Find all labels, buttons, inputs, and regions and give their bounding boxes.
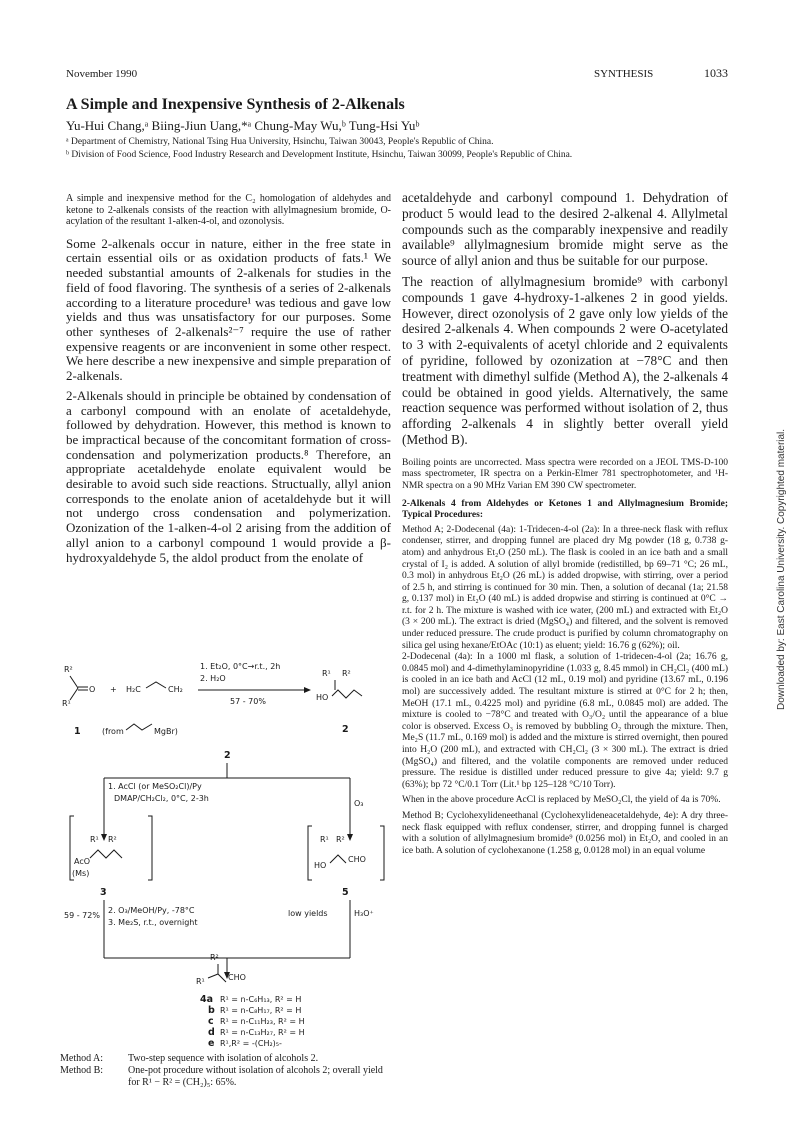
product-substituent: R¹ = n-C₁₃H₂₇, R² = H: [220, 1028, 305, 1037]
yield-step1: 57 - 70%: [230, 697, 266, 706]
mgbr-label: MgBr): [154, 727, 178, 736]
method-b-label: Method B:: [60, 1065, 104, 1076]
from-label: (from: [102, 727, 124, 736]
svg-text:1: 1: [74, 726, 81, 737]
svg-text:R²: R²: [64, 665, 73, 674]
svg-text:3: 3: [100, 887, 107, 898]
page-number: 1033: [704, 66, 728, 80]
svg-text:R¹: R¹: [196, 977, 205, 986]
svg-text:R¹: R¹: [62, 699, 71, 708]
method-a-label: Method A:: [60, 1053, 104, 1064]
svg-text:+: +: [110, 685, 117, 694]
svg-text:R²: R²: [342, 669, 351, 678]
svg-text:R²: R²: [336, 835, 345, 844]
left-column-text: [66, 193, 391, 565]
svg-text:R¹: R¹: [90, 835, 99, 844]
intro-paragraph-2: 2-Alkenals should in principle be obtained by condensation of a carbonyl compound with an enolate of acetaldehyde, followed by dehydration. However, this method is known to be impractical because of the concomitant formation of cross-condensation and polymerization products.⁸ Therefore, an appropriate acetaldehyde enolate equivalent would be desirable to avoid such side reactions. Structually, allyl anion corresponds to the enolate anion of acetaldehyde but it will not undergo cross condensation and polymerization. Ozonization of the 1-alken-4-ol 2 arising from the addition of allyl anion to a carbonyl compound 1 would provide a β-hydroxyaldehyde 5, the aldol product from the enolate of: [66, 387, 391, 565]
author-list: Yu-Hui Chang,ᵃ Biing-Jiun Uang,*ᵃ Chung-May Wu,ᵇ Tung-Hsi Yuᵇ: [66, 118, 420, 133]
svg-text:2: 2: [224, 750, 231, 761]
article-title: A Simple and Inexpensive Synthesis of 2-Alkenals: [66, 96, 405, 113]
scheme-method-notes: [60, 1053, 390, 1089]
download-notice-text: Downloaded by: East Carolina University. Copyrighted material.: [776, 428, 787, 710]
svg-text:HO: HO: [314, 861, 327, 870]
low-yields-label: low yields: [288, 909, 328, 918]
svg-text:R¹: R¹: [322, 669, 331, 678]
svg-text:CH₂: CH₂: [168, 685, 183, 694]
svg-text:R²: R²: [210, 953, 219, 962]
product-id: 4a: [200, 994, 214, 1005]
experimental-method-b: Method B; Cyclohexylideneethanal (Cyclohexylideneacetaldehyde, 4e): A dry three-neck flask equipped with reflux condenser, stirrer, and dropping funnel is charged with a solution of allylmagnesium bromide⁹ (0.0256 mol) in Et₂O, and cooled in an ice bath. A solution of cyclohexanone (1.258 g, 0.0128 mol) in an equal volume: [402, 810, 728, 856]
svg-text:R²: R²: [108, 835, 117, 844]
method-b-text: One-pot procedure without isolation of alcohols 2; overall yield for R¹ − R² = (CH₂)₅: 65%.: [128, 1065, 383, 1088]
intro-paragraph-1: Some 2-alkenals occur in nature, either in the free state in certain essential oils or as oxidation products of fats.¹ We needed substantial amounts of 2-alkenals for studies in the field of food flavoring. The synthesis of a series of 2-alkenals according to a literature procedure¹ was tedious and gave low yields and thus was unsatisfactory for our purposes. Some other syntheses of 2-alkenals²⁻⁷ require the use of rather expensive reagents or are inconvenient in some other respect. We here describe a new inexpensive and simple preparation of 2-alkenals.: [66, 235, 391, 384]
svg-text:CHO: CHO: [348, 855, 366, 864]
svg-text:O: O: [89, 685, 96, 694]
reaction-scheme: [60, 658, 395, 1053]
right-paragraph-2: The reaction of allylmagnesium bromide⁹ with carbonyl compounds 1 gave 4-hydroxy-1-alkenes 2 in good yields. However, direct ozonolysis of 2 gave only low yields of the desired 2-alkenals 4. When compounds 2 were O-acetylated to 3 with 2-equivalents of acetyl chloride and 2 equivalents of pyridine, followed by ozonization at −78°C and then treatment with dimethyl sulfide (Method A), the 2-alkenals 4 could be obtained in good yields. Alternatively, the same reaction sequence was performed without isolation of 2, thus affording 2-alkenals 4 in slightly better overall yield (Method B).: [402, 273, 728, 447]
product-id: c: [208, 1016, 214, 1027]
product-substituent: R¹ = n-C₆H₁₃, R² = H: [220, 995, 302, 1004]
condition-ozonization: 2. O₃/MeOH/Py, -78°C: [108, 906, 195, 915]
condition-acid: H₃O⁺: [354, 909, 374, 918]
product-id: d: [208, 1027, 215, 1038]
compound-1-structure: [62, 665, 183, 737]
svg-text:HO: HO: [316, 693, 329, 702]
svg-text:AcO: AcO: [74, 857, 91, 866]
condition-dmap: DMAP/CH₂Cl₂, 0°C, 2-3h: [114, 794, 209, 803]
condition-dms: 3. Me₂S, r.t., overnight: [108, 918, 198, 927]
svg-text:(Ms): (Ms): [72, 869, 90, 878]
compound-5-structure: [308, 826, 384, 898]
abstract: A simple and inexpensive method for the C₂ homologation of aldehydes and ketone to 2-alkenals consists of the reaction with allylmagnesium bromide, O-acylation of the resultant 1-alken-4-ol, and ozonolysis.: [66, 193, 391, 228]
product-id: b: [208, 1005, 215, 1016]
svg-text:2: 2: [342, 724, 349, 735]
right-column-text: [402, 190, 728, 857]
journal-name: SYNTHESIS: [594, 68, 654, 80]
affiliation-b: ᵇ Division of Food Science, Food Industry Research and Development Institute, Hsinchu, Taiwan 30099, People's Republic of China.: [66, 150, 573, 160]
compound-3-structure: [70, 816, 152, 898]
affiliation-a: ᵃ Department of Chemistry, National Tsing Hua University, Hsinchu, Taiwan 30043, People's Republic of China.: [66, 137, 494, 147]
experimental-dodecenal: 2-Dodecenal (4a): In a 1000 ml flask, a solution of 1-tridecen-4-ol (2a; 16.76 g, 0.0845 mol) and 4-dimethylaminopyridine (1.033 g, 8.45 mmol) in CH₂Cl₂ (400 mL) is cooled in an ice bath and AcCl (12 mL, 0.19 mol) and pyridine (13.67 mL, 0.196 mol) are successively added. The resultant mixture is stirred at 0°C for 2 h; then, MeOH (17.1 mL, 0.4225 mol) and pyridine (6.8 mL, 0.0845 mol) are added. The mixture is cooled to −78°C and treated with O₃/O₂ until the appearance of a blue color is observed. Excess O₃ is removed by bubbling O₂ through the mixture. Then, Me₂S (11.7 mL, 0.169 mol) is added and the mixture is stirred overnight, then poured into H₂O (200 mL), and extracted with CH₂Cl₂ (3 × 300 mL). The extract is dried (MgSO₄) and filtered, and the volatile components are removed under reduced pressure. The residue is distilled under reduced pressure to give 4a; yield: 9.7 g (63%); bp 72 °C/0.1 Torr (Lit.¹ bp 125–128 °C/10 Torr).: [402, 652, 728, 790]
experimental-mesyl-note: When in the above procedure AcCl is replaced by MeSO₂Cl, the yield of 4a is 70%.: [402, 795, 721, 806]
condition-ozone: O₃: [354, 799, 364, 808]
svg-text:R¹: R¹: [320, 835, 329, 844]
product-substituent: R¹ = n-C₈H₁₇, R² = H: [220, 1006, 302, 1015]
svg-text:H₂C: H₂C: [126, 685, 141, 694]
download-notice: [768, 300, 795, 720]
product-substituent: R¹ = n-C₁₁H₂₃, R² = H: [220, 1017, 305, 1026]
condition-grignard: 1. Et₂O, 0°C→r.t., 2h: [200, 662, 281, 671]
method-a-text: Two-step sequence with isolation of alcohols 2.: [128, 1053, 319, 1064]
experimental-general: Boiling points are uncorrected. Mass spectra were recorded on a JEOL TMS-D-100 mass spectrometer, IR spectra on a Perkin-Elmer 781 spectrophotometer, and ¹H-NMR spectra on a 90 MHz Varian EM 390 CW spectrometer.: [402, 457, 728, 491]
product-list: [200, 994, 305, 1049]
issue-date: November 1990: [66, 68, 138, 80]
yield-methoda: 59 - 72%: [64, 911, 100, 920]
svg-text:CHO: CHO: [228, 973, 246, 982]
experimental-method-a: Method A; 2-Dodecenal (4a): 1-Tridecen-4-ol (2a): In a three-neck flask with reflux condenser, stirrer, and dropping funnel are placed dry Mg powder (18 g, 0.738 g-atom) and anhydrous Et₂O (250 mL). The flask is cooled in an ice bath and a small crystal of I₂ is added. A solution of allyl bromide (redistilled, bp 69–71 °C; 26 mL, 0.3 mol) in anhydrous Et₂O (26 mL) is added dropwise, with stirring, over a period of 2.5 h, and stirring is continued for 30 min. Then, a solution of decanal (1a; 21.58 g, 0.137 mol) in Et₂O (40 mL) is added dropwise and stirring is continued at 0°C → r.t. for 2 h. The mixture is washed with ice water, (200 mL) and extracted with Et₂O (3 × 200 mL). The extract is dried (MgSO₄) and filtered, and the solvent is removed under reduced pressure. The crude product is purified by column chromatography on silica gel using hexane/EtOAc (10:1) as eluent; yield: 16.76 g (62%); oil.: [402, 524, 728, 651]
compound-2-structure: [316, 669, 362, 735]
product-substituent: R¹,R² = -(CH₂)₅-: [220, 1039, 282, 1048]
experimental-heading: 2-Alkenals 4 from Aldehydes or Ketones 1 and Allylmagnesium Bromide; Typical Procedures:: [402, 498, 728, 521]
condition-acylation: 1. AcCl (or MeSO₂Cl)/Py: [108, 782, 202, 791]
condition-hydrolysis: 2. H₂O: [200, 674, 226, 683]
product-id: e: [208, 1038, 215, 1049]
svg-text:5: 5: [342, 887, 349, 898]
right-paragraph-1: acetaldehyde and carbonyl compound 1. Dehydration of product 5 would lead to the desired 2-alkenal 4. Allylmetal compounds such as the comparably inexpensive and readily available⁹ allylmagnesium bromide might serve as the source of allyl anion and thus be suitable for our purpose.: [402, 190, 728, 269]
